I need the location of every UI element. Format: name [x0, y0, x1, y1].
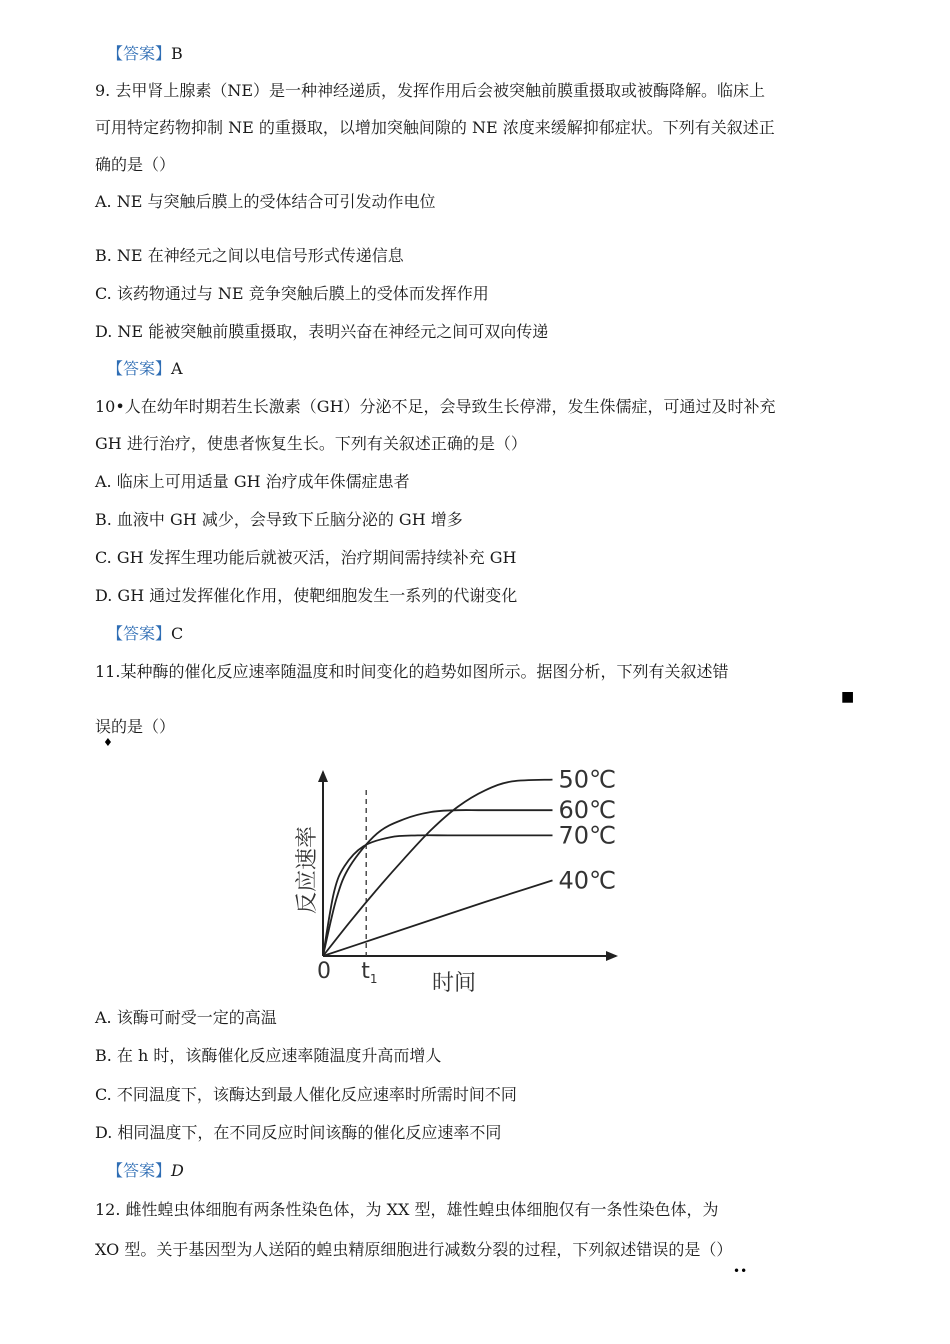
series-label-60℃: 60℃ — [558, 796, 616, 825]
question-10-option-c: C. GH 发挥生理功能后就被灭活，治疗期间需持续补充 GH — [95, 548, 517, 567]
reaction-rate-chart — [295, 764, 670, 1000]
question-10-stem-line-1: 10•人在幼年时期若生长激素（GH）分泌不足，会导致生长停滞，发生侏儒症，可通过及时补充 — [95, 397, 776, 416]
diamond-mark: ♦ — [103, 736, 113, 749]
series-line-60℃ — [323, 810, 553, 956]
question-9-stem-line-1: 9. 去甲肾上腺素（NE）是一种神经递质，发挥作用后会被突触前膜重摄取或被酶降解。临床上 — [95, 81, 766, 100]
answer-label: 【答案】 — [107, 624, 172, 643]
answer-label: 【答案】 — [107, 44, 172, 63]
question-12-stem-line-1: 12. 雌性蝗虫体细胞有两条性染色体，为 XX 型，雄性蝗虫体细胞仅有一条性染色体，为 — [95, 1200, 719, 1219]
t1-label-main: t — [361, 959, 370, 984]
series-label-40℃: 40℃ — [558, 866, 616, 895]
answer-label: 【答案】 — [107, 359, 172, 378]
question-10-option-a: A. 临床上可用适量 GH 治疗成年侏儒症患者 — [95, 472, 410, 491]
series-label-70℃: 70℃ — [558, 821, 616, 850]
question-10-option-d: D. GH 通过发挥催化作用，使靶细胞发生一系列的代谢变化 — [95, 586, 518, 605]
dots-mark: •• — [733, 1264, 748, 1278]
answer-line-9 — [107, 359, 183, 379]
series-line-50℃ — [323, 780, 553, 956]
answer-label: 【答案】 — [107, 1161, 172, 1180]
question-11-option-a: A. 该酶可耐受一定的高温 — [95, 1008, 277, 1027]
question-11-stem-line-1: 11.某种酶的催化反应速率随温度和时间变化的趋势如图所示。据图分析，下列有关叙述错 — [95, 662, 729, 681]
question-11-option-b: B. 在 h 时，该酶催化反应速率随温度升高而增人 — [95, 1046, 442, 1065]
series-line-40℃ — [323, 880, 553, 956]
series-group — [323, 780, 553, 956]
answer-line-11 — [107, 1161, 184, 1181]
y-axis-label: 反应速率 — [295, 825, 320, 914]
answer-value: D — [171, 1161, 184, 1180]
question-9-option-a: A. NE 与突触后膜上的受体结合可引发动作电位 — [95, 192, 436, 211]
answer-line-8 — [107, 44, 183, 64]
t1-label-subscript: 1 — [369, 972, 378, 986]
question-9-stem-line-2: 可用特定药物抑制 NE 的重摄取，以增加突触间隙的 NE 浓度来缓解抑郁症状。下列有关叙述正 — [95, 118, 775, 137]
question-9-stem-line-3: 确的是（） — [95, 155, 176, 174]
question-9-option-c: C. 该药物通过与 NE 竞争突触后膜上的受体而发挥作用 — [95, 284, 489, 303]
question-12-stem-line-2: XO 型。关于基因型为人送陌的蝗虫精原细胞进行减数分裂的过程，下列叙述错误的是（） — [95, 1240, 733, 1259]
answer-value: B — [171, 44, 183, 63]
series-label-50℃: 50℃ — [558, 765, 616, 794]
question-11-stem-line-2: 误的是（） — [95, 717, 176, 736]
question-9-option-b: B. NE 在神经元之间以电信号形式传递信息 — [95, 246, 404, 265]
x-axis-label: 时间 — [432, 971, 477, 996]
question-9-option-d: D. NE 能被突触前膜重摄取，表明兴奋在神经元之间可双向传递 — [95, 322, 549, 341]
series-line-70℃ — [323, 835, 553, 956]
question-11-option-c: C. 不同温度下，该酶达到最人催化反应速率时所需时间不同 — [95, 1085, 517, 1104]
t1-label — [361, 959, 377, 986]
square-mark: ■ — [841, 689, 855, 705]
origin-label: 0 — [317, 959, 331, 984]
question-10-option-b: B. 血液中 GH 减少，会导致下丘脑分泌的 GH 增多 — [95, 510, 463, 529]
answer-value: A — [171, 359, 183, 378]
series-labels-group — [559, 766, 617, 895]
answer-value: C — [171, 624, 184, 643]
answer-line-10 — [107, 624, 183, 644]
question-11-option-d: D. 相同温度下，在不同反应时间该酶的催化反应速率不同 — [95, 1123, 502, 1142]
chart-svg — [295, 764, 670, 1000]
question-10-stem-line-2: GH 进行治疗，使患者恢复生长。下列有关叙述正确的是（） — [95, 434, 527, 453]
